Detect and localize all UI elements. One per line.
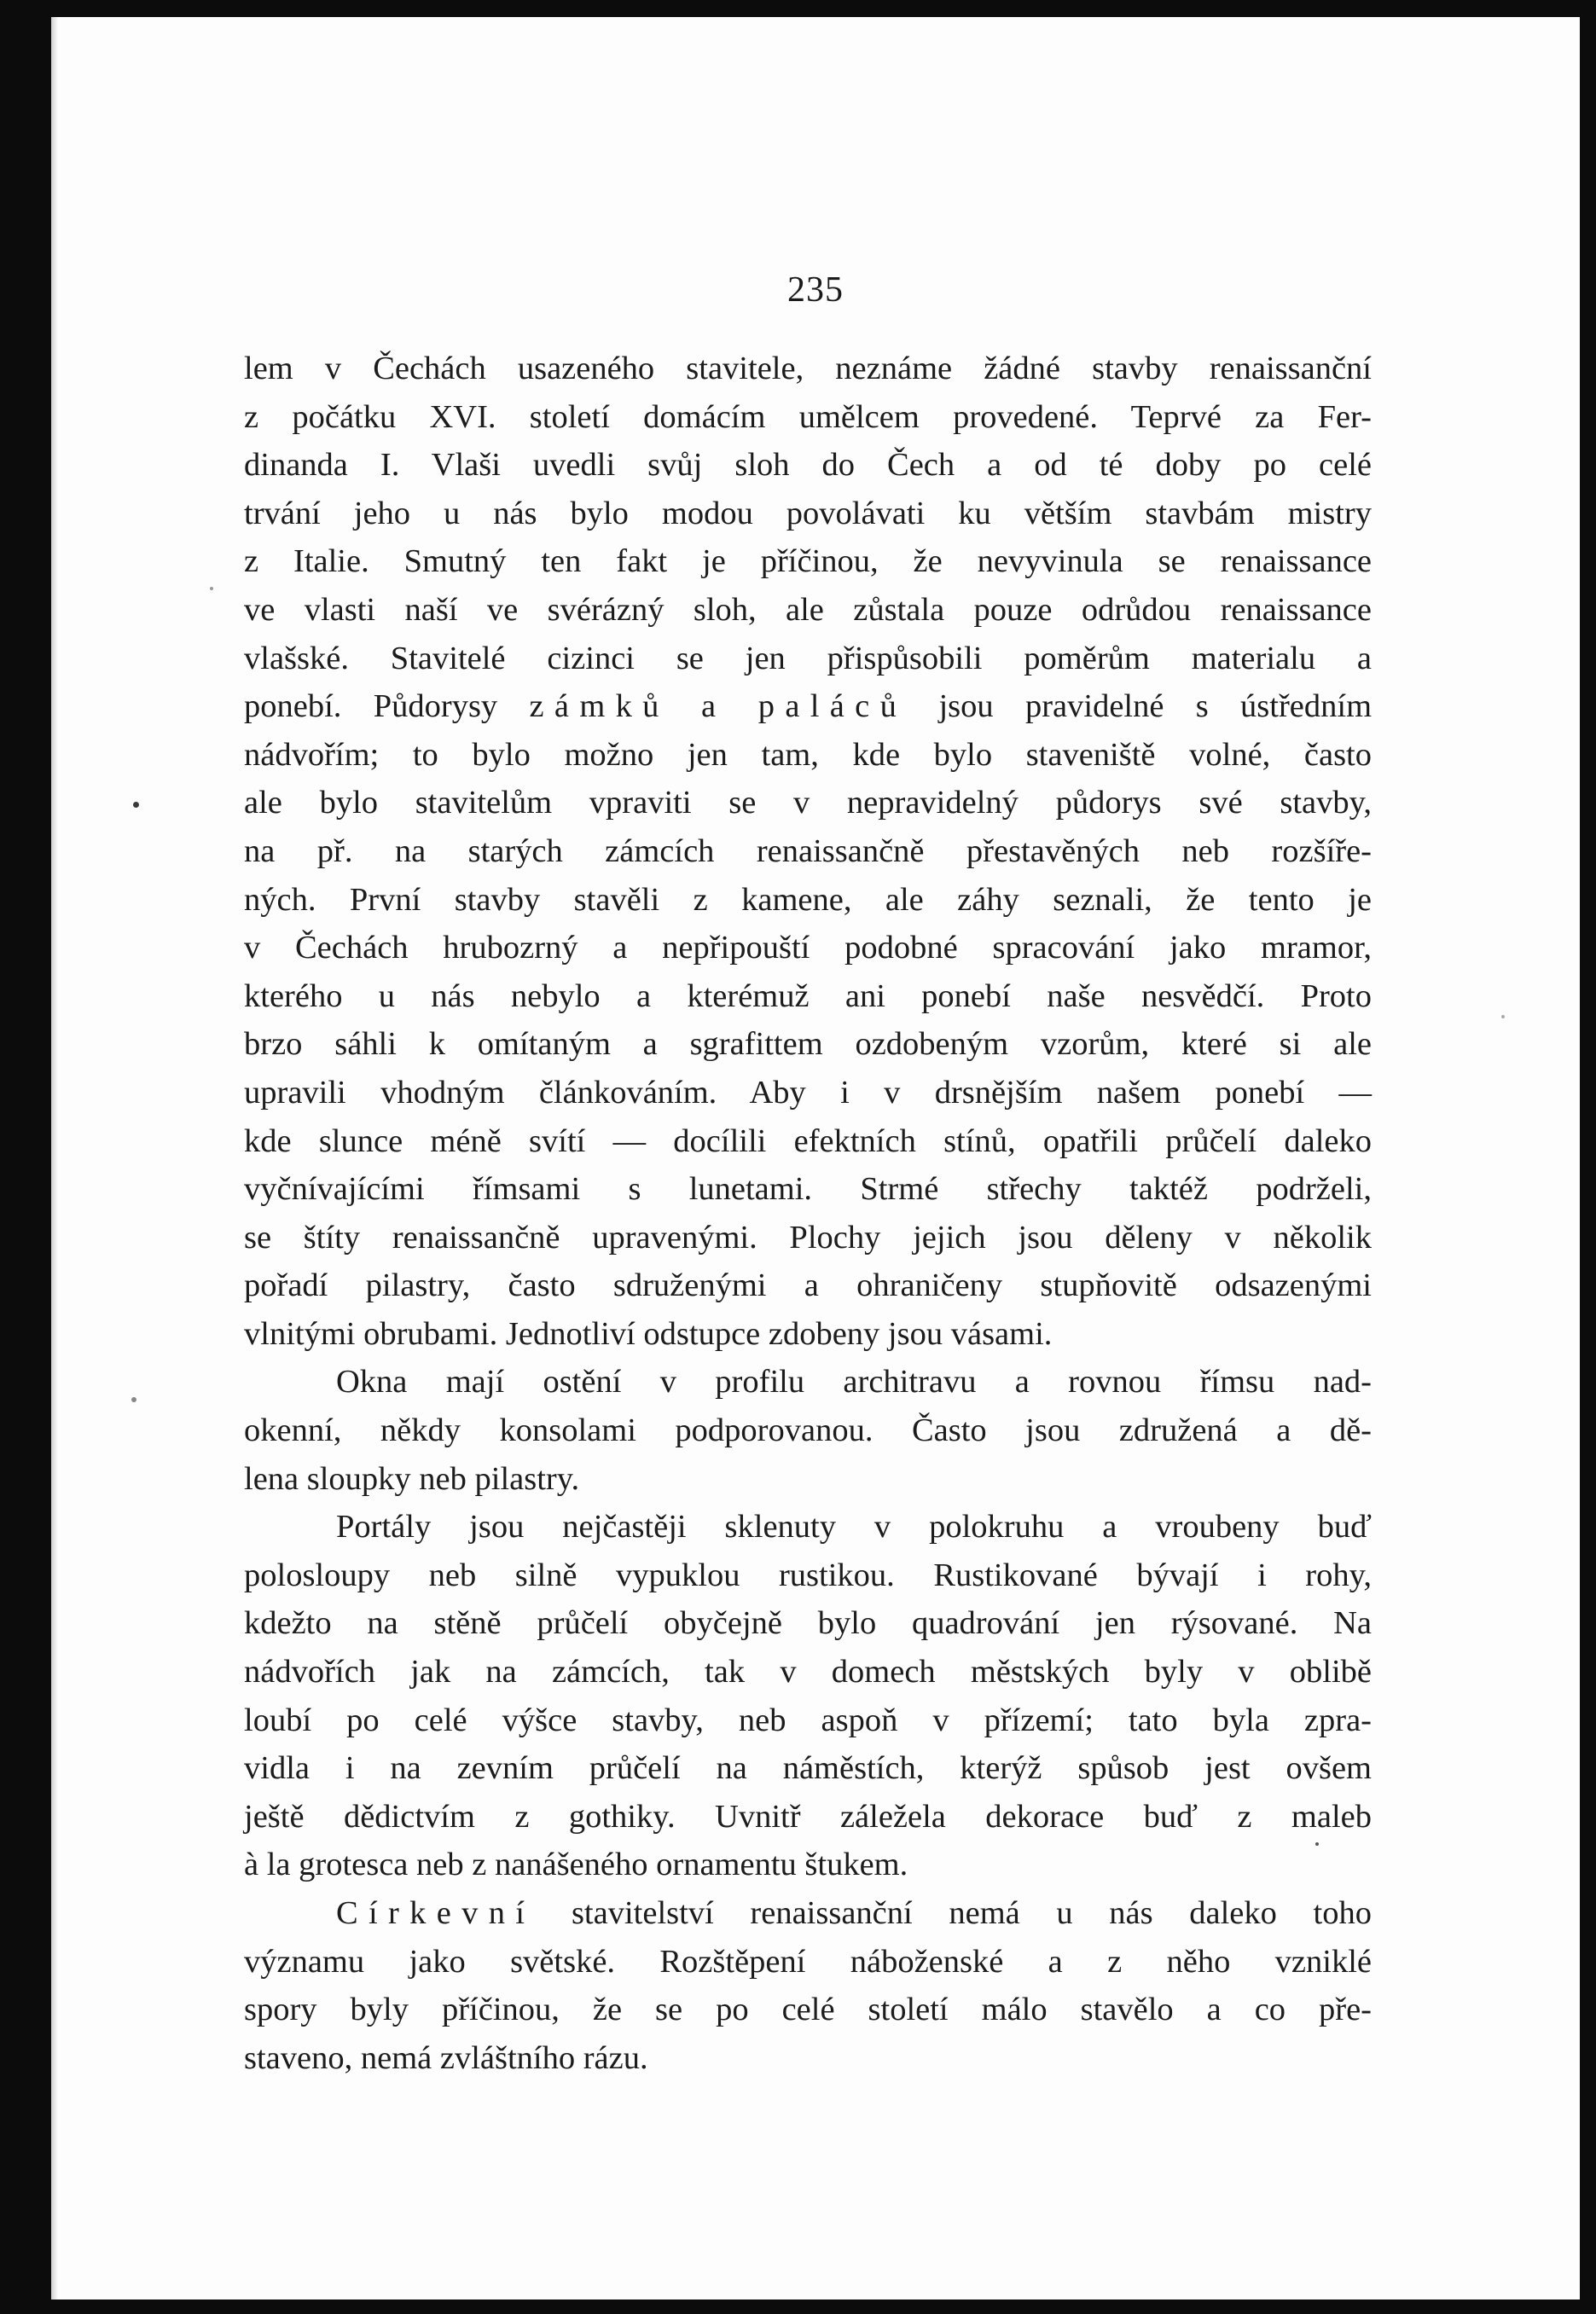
body-text <box>244 345 1372 2082</box>
text-line: významu jako světské. Rozštěpení náboženské a z něho vzniklé <box>244 1943 1372 1980</box>
text-line-spaced <box>244 1889 1372 1938</box>
text-line: brzo sáhli k omítaným a sgrafittem ozdobeným vzorům, které si ale <box>244 1026 1372 1063</box>
spaced-word-palacu: paláců <box>757 688 908 725</box>
text-line: vlašské. Stavitelé cizinci se jen přispůsobili poměrům materialu a <box>244 640 1372 676</box>
spaced-word-cirkevni: Církevní <box>336 1895 536 1931</box>
text-line: kdežto na stěně průčelí obyčejně bylo quadrování jen rýsované. Na <box>244 1605 1372 1642</box>
text-line: se štíty renaissančně upravenými. Plochy jejich jsou děleny v několik <box>244 1219 1372 1256</box>
text-line: pořadí pilastry, často sdruženými a ohraničeny stupňovitě odsazenými <box>244 1267 1372 1304</box>
text-line: Portály jsou nejčastěji sklenuty v polokruhu a vroubeny buď <box>336 1509 1372 1546</box>
text-line: kterého u nás nebylo a kterémuž ani ponebí naše nesvědčí. Proto <box>244 977 1372 1014</box>
scan-speck <box>131 1397 136 1402</box>
text-line: à la grotesca neb z nanášeného ornamentu štukem. <box>244 1847 908 1883</box>
text-line: upravili vhodným článkováním. Aby i v drsnějším našem ponebí — <box>244 1074 1372 1111</box>
text-line: spory byly příčinou, že se po celé století málo stavělo a co pře- <box>244 1992 1372 2028</box>
text-line: lem v Čechách usazeného stavitele, neznáme žádné stavby renaissanční <box>244 351 1372 386</box>
text-line: na př. na starých zámcích renaissančně přestavěných neb rozšíře- <box>244 832 1372 869</box>
text-line: staveno, nemá zvláštního rázu. <box>244 2039 648 2076</box>
text-segment: jsou pravidelné s ústředním <box>938 688 1373 725</box>
text-line: ještě dědictvím z gothiky. Uvnitř záležela dekorace buď z maleb <box>244 1798 1372 1835</box>
text-line: ale bylo stavitelům vpraviti se v nepravidelný půdorys své stavby, <box>244 785 1372 821</box>
text-line: nádvořím; to bylo možno jen tam, kde bylo staveniště volné, často <box>244 736 1372 773</box>
page-edge-shadow <box>51 17 58 2300</box>
text-line: vyčnívajícími římsami s lunetami. Strmé střechy taktéž podrželi, <box>244 1171 1372 1208</box>
scan-speck <box>1315 1842 1319 1846</box>
text-line: lena sloupky neb pilastry. <box>244 1460 580 1497</box>
text-segment: ponebí. Půdorysy <box>244 688 498 725</box>
spaced-word-zamku: zámků <box>529 688 670 725</box>
text-line: vlnitými obrubami. Jednotliví odstupce zdobeny jsou vásami. <box>244 1315 1053 1352</box>
text-line: nádvořích jak na zámcích, tak v domech městských byly v oblibě <box>244 1654 1372 1691</box>
text-line: Okna mají ostění v profilu architravu a rovnou římsu nad- <box>336 1364 1372 1401</box>
text-segment: stavitelství renaissanční nemá u nás daleko toho <box>571 1895 1372 1931</box>
spaced-word-a: a <box>701 688 727 725</box>
text-line-spaced <box>244 682 1372 731</box>
scan-speck <box>1501 1015 1505 1018</box>
text-line: vidla i na zevním průčelí na náměstích, kterýž spůsob jest ovšem <box>244 1750 1372 1787</box>
text-line: dinanda I. Vlaši uvedli svůj sloh do Čech a od té doby po celé <box>244 447 1372 484</box>
text-line: z počátku XVI. století domácím umělcem provedené. Teprvé za Fer- <box>244 398 1372 435</box>
text-line: loubí po celé výšce stavby, neb aspoň v přízemí; tato byla zpra- <box>244 1702 1372 1738</box>
book-page <box>51 17 1580 2300</box>
text-line: ných. První stavby stavěli z kamene, ale záhy seznali, že tento je <box>244 881 1372 918</box>
text-line: v Čechách hrubozrný a nepřipouští podobné spracování jako mramor, <box>244 930 1372 966</box>
scan-speck <box>210 587 213 590</box>
text-line: okenní, někdy konsolami podporovanou. Často jsou združená a dě- <box>244 1412 1372 1449</box>
text-line: z Italie. Smutný ten fakt je příčinou, že nevyvinula se renaissance <box>244 543 1372 580</box>
text-line: kde slunce méně svítí — docílili efektních stínů, opatřili průčelí daleko <box>244 1122 1372 1159</box>
text-line: trvání jeho u nás bylo modou povolávati ku větším stavbám mistry <box>244 495 1372 531</box>
scan-speck <box>133 802 139 808</box>
page-number: 235 <box>787 270 844 310</box>
text-line: ve vlasti naší ve svérázný sloh, ale zůstala pouze odrůdou renaissance <box>244 591 1372 628</box>
text-line: polosloupy neb silně vypuklou rustikou. Rustikované bývají i rohy, <box>244 1557 1372 1593</box>
